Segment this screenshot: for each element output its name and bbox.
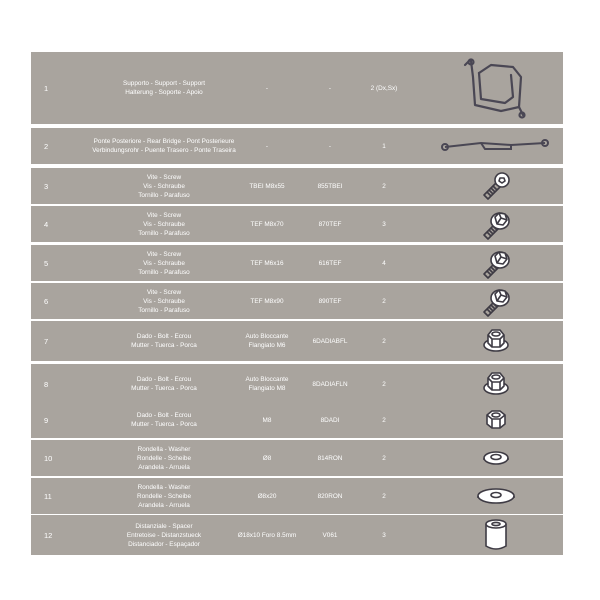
- part-description: [79, 321, 249, 361]
- part-quantity: 2: [382, 454, 386, 462]
- part-number: 6: [44, 296, 49, 306]
- part-description: [79, 206, 249, 242]
- description-line: Tornillo - Parafuso: [138, 229, 190, 237]
- spec-line: Ø18x10 Foro 8.5mm: [237, 531, 297, 539]
- part-description: [79, 245, 249, 281]
- part-number: 10: [44, 453, 53, 463]
- part-quantity: 3: [382, 531, 386, 539]
- part-quantity: 2: [382, 337, 386, 345]
- part-number: 5: [44, 258, 49, 268]
- part-description: [79, 168, 249, 204]
- flanged-lock-nut-icon: [429, 321, 563, 361]
- spec-line: TBEI M8x55: [249, 182, 285, 190]
- part-number: 4: [44, 219, 49, 229]
- flanged-hex-screw-icon: [429, 245, 563, 281]
- description-line: Entretoise - Distanzstueck: [126, 531, 202, 539]
- description-line: Rondelle - Scheibe: [137, 492, 191, 500]
- description-line: Vis - Schraube: [143, 220, 185, 228]
- description-line: Rondella - Washer: [137, 445, 191, 453]
- description-line: Tornillo - Parafuso: [138, 268, 190, 276]
- table-row: [31, 206, 563, 242]
- flanged-lock-nut-icon: [429, 364, 563, 404]
- part-description: [79, 440, 249, 476]
- table-row: [31, 128, 563, 164]
- description-line: Arandela - Arruela: [138, 501, 190, 509]
- part-number: 9: [44, 415, 49, 425]
- description-line: Vite - Screw: [146, 173, 182, 181]
- part-code: 8DADIAFLN: [312, 380, 348, 388]
- part-description: [79, 402, 249, 438]
- spec-line: Auto Bloccante: [245, 376, 289, 383]
- part-quantity: 2: [382, 182, 386, 190]
- description-line: Vite - Screw: [146, 250, 182, 258]
- spec-line: -: [265, 84, 269, 92]
- description-line: Distanziale - Spacer: [135, 522, 193, 530]
- part-code: 855TBEI: [317, 182, 343, 190]
- table-row: [31, 245, 563, 281]
- part-code: 616TEF: [318, 259, 342, 267]
- table-row: [31, 440, 563, 476]
- description-line: Verbindungsrohr - Puente Trasero - Ponte Traseira: [92, 147, 236, 154]
- part-description: [79, 478, 249, 514]
- part-code: 820RON: [317, 492, 343, 500]
- large-washer-icon: [429, 478, 563, 514]
- part-description: [79, 364, 249, 404]
- table-row: [31, 364, 563, 404]
- part-number: 2: [44, 141, 49, 151]
- part-description: [79, 52, 249, 124]
- part-quantity: 2: [382, 297, 386, 305]
- part-quantity: 2: [382, 416, 386, 424]
- spec-line: TEF M8x70: [250, 220, 284, 228]
- part-code: 814RON: [317, 454, 343, 462]
- description-line: Mutter - Tuerca - Porca: [131, 342, 197, 349]
- spacer-icon: [429, 515, 563, 555]
- table-row: [31, 515, 563, 555]
- table-row: [31, 168, 563, 204]
- part-quantity: 2 (Dx,Sx): [370, 84, 398, 92]
- hex-socket-screw-icon: [429, 168, 563, 204]
- spec-line: Ø8: [262, 454, 272, 462]
- spec-line: M8: [262, 416, 272, 424]
- description-line: Vis - Schraube: [143, 182, 185, 190]
- description-line: Vis - Schraube: [143, 297, 185, 305]
- washer-icon: [429, 440, 563, 476]
- part-code: 870TEF: [318, 220, 342, 228]
- part-number: 7: [44, 336, 49, 346]
- spec-line: Ø8x20: [257, 492, 277, 500]
- spec-line: -: [265, 142, 269, 150]
- description-line: Dado - Bolt - Ecrou: [136, 412, 192, 419]
- side-support-frame-icon: [429, 52, 563, 124]
- part-code: 8DADI: [320, 416, 340, 424]
- part-number: 11: [44, 491, 52, 501]
- part-number: 12: [44, 530, 53, 540]
- description-line: Arandela - Arruela: [138, 463, 190, 471]
- description-line: Vite - Screw: [146, 211, 182, 219]
- description-line: Tornillo - Parafuso: [138, 306, 190, 314]
- part-code: V061: [322, 531, 338, 539]
- part-number: 8: [44, 379, 49, 389]
- part-code: 890TEF: [318, 297, 342, 305]
- rear-bridge-bar-icon: [429, 128, 563, 164]
- flanged-hex-screw-icon: [429, 283, 563, 319]
- description-line: Halterung - Soporte - Apoio: [125, 89, 203, 96]
- description-line: Supporto - Support - Support: [122, 80, 206, 87]
- part-description: [79, 128, 249, 164]
- part-description: [79, 283, 249, 319]
- description-line: Ponte Posteriore - Rear Bridge - Pont Posterieure: [93, 138, 235, 145]
- spec-line: Flangiato M6: [248, 342, 286, 349]
- part-code: 6DADIABFL: [312, 337, 348, 345]
- hex-nut-icon: [429, 402, 563, 438]
- description-line: Dado - Bolt - Ecrou: [136, 376, 192, 383]
- part-number: 1: [44, 83, 49, 93]
- table-row: [31, 283, 563, 319]
- flanged-hex-screw-icon: [429, 206, 563, 242]
- part-quantity: 3: [382, 220, 386, 228]
- part-code: -: [328, 84, 332, 92]
- description-line: Mutter - Tuerca - Porca: [131, 421, 197, 428]
- description-line: Tornillo - Parafuso: [138, 191, 190, 199]
- spec-line: Flangiato M8: [248, 385, 286, 392]
- description-line: Distanciador - Espaçador: [128, 540, 200, 548]
- table-row: [31, 52, 563, 124]
- spec-line: TEF M8x90: [250, 297, 284, 305]
- part-quantity: 4: [382, 259, 386, 267]
- part-quantity: 2: [382, 492, 386, 500]
- table-row: [31, 478, 563, 514]
- table-row: [31, 321, 563, 361]
- spec-line: TEF M6x16: [250, 259, 284, 267]
- part-description: [79, 515, 249, 555]
- part-code: -: [328, 142, 332, 150]
- part-number: 3: [44, 181, 49, 191]
- description-line: Mutter - Tuerca - Porca: [131, 385, 197, 392]
- description-line: Rondella - Washer: [137, 483, 191, 491]
- part-quantity: 2: [382, 380, 386, 388]
- description-line: Rondelle - Scheibe: [137, 454, 191, 462]
- description-line: Vite - Screw: [146, 288, 182, 296]
- spec-line: Auto Bloccante: [245, 333, 289, 340]
- description-line: Dado - Bolt - Ecrou: [136, 333, 192, 340]
- table-row: [31, 402, 563, 438]
- description-line: Vis - Schraube: [143, 259, 185, 267]
- part-quantity: 1: [382, 142, 386, 150]
